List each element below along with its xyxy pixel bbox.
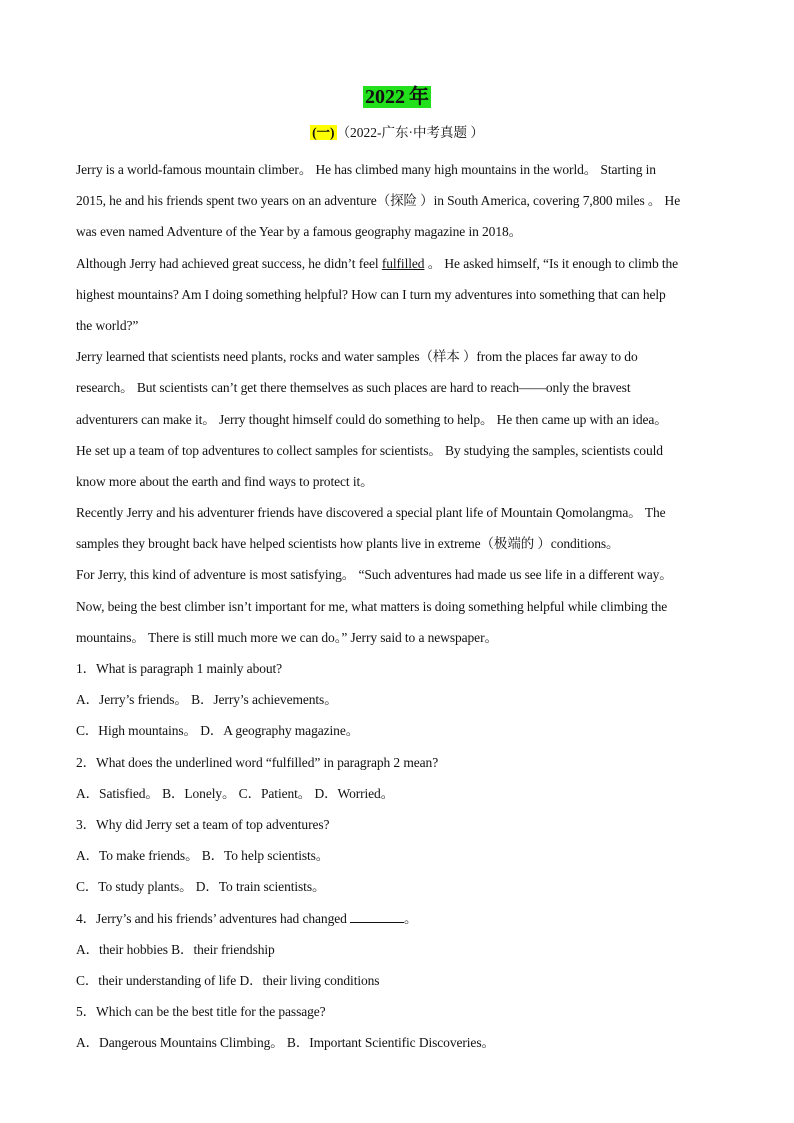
question-4-options: A．their hobbies B．their friendship xyxy=(76,941,275,957)
answer-blank xyxy=(350,910,404,923)
question-4-text: 4．Jerry’s and his friends’ adventures had changed xyxy=(76,910,351,926)
passage-line: For Jerry, this kind of adventure is most satisfying。 “Such adventures had made us see life in a different way。 xyxy=(76,567,673,583)
section-heading xyxy=(0,124,794,142)
question-3: 3．Why did Jerry set a team of top adventures? xyxy=(76,816,330,832)
passage-line: was even named Adventure of the Year by a famous geography magazine in 2018。 xyxy=(76,224,523,240)
passage-line: the world?” xyxy=(76,317,139,333)
title-year: 2022 xyxy=(365,86,405,108)
passage-line: samples they brought back have helped scientists how plants live in extreme（极端的 ）conditions。 xyxy=(76,536,620,552)
question-2-options: A．Satisfied。 B．Lonely。 C．Patient。 D．Worried。 xyxy=(76,785,395,801)
question-4-end: 。 xyxy=(404,910,418,926)
question-2: 2．What does the underlined word “fulfilled” in paragraph 2 mean? xyxy=(76,754,439,770)
question-3-options: C．To study plants。 D．To train scientists。 xyxy=(76,879,326,895)
passage-line: Jerry is a world-famous mountain climber。 He has climbed many high mountains in the world。 Starting in xyxy=(76,162,656,177)
question-4-options: C．their understanding of life D．their living conditions xyxy=(76,972,380,988)
passage-line: know more about the earth and find ways to protect it。 xyxy=(76,473,374,489)
passage-line-p2 xyxy=(76,248,726,279)
underlined-word: fulfilled xyxy=(381,255,425,271)
question-5-options: A．Dangerous Mountains Climbing。 B．Important Scientific Discoveries。 xyxy=(76,1035,495,1051)
question-3-options: A．To make friends。 B．To help scientists。 xyxy=(76,848,330,864)
p2-text-after: 。 He asked himself, “Is it enough to climb the xyxy=(424,255,679,271)
question-1: 1．What is paragraph 1 mainly about? xyxy=(76,661,283,676)
question-1-options: A．Jerry’s friends。 B．Jerry’s achievements。 xyxy=(76,692,338,708)
p2-text-before: Although Jerry had achieved great success, he didn’t feel xyxy=(76,255,382,271)
passage-line: Recently Jerry and his adventurer friends have discovered a special plant life of Mountain Qomolangma。 The xyxy=(76,505,666,521)
source-label: （2022-广东·中考真题 ） xyxy=(336,125,484,140)
passage-line: Jerry learned that scientists need plants, rocks and water samples（样本 ）from the places far away to do xyxy=(76,349,638,365)
passage-line: mountains。 There is still much more we can do。” Jerry said to a newspaper。 xyxy=(76,629,498,645)
passage-line: 2015, he and his friends spent two years on an adventure（探险 ）in South America, covering 7,800 miles 。 He xyxy=(76,193,681,209)
question-5: 5．Which can be the best title for the passage? xyxy=(76,1004,326,1020)
section-label: (一) xyxy=(312,125,335,140)
passage-line: research。 But scientists can’t get there themselves as such places are hard to reach——only the bravest xyxy=(76,380,631,396)
passage-line: highest mountains? Am I doing something helpful? How can I turn my adventures into something that can help xyxy=(76,286,666,302)
passage-line: Now, being the best climber isn’t important for me, what matters is doing something helpful while climbing the xyxy=(76,598,668,614)
passage-body xyxy=(76,154,726,1058)
question-1-options: C．High mountains。 D．A geography magazine。 xyxy=(76,723,360,739)
title-suffix: 年 xyxy=(409,86,429,108)
passage-line: adventurers can make it。 Jerry thought himself could do something to help。 He then came up with an idea。 xyxy=(76,411,668,427)
page-title xyxy=(0,84,794,110)
passage-line: He set up a team of top adventures to collect samples for scientists。 By studying the samples, scientists could xyxy=(76,442,663,458)
question-4 xyxy=(76,903,726,934)
